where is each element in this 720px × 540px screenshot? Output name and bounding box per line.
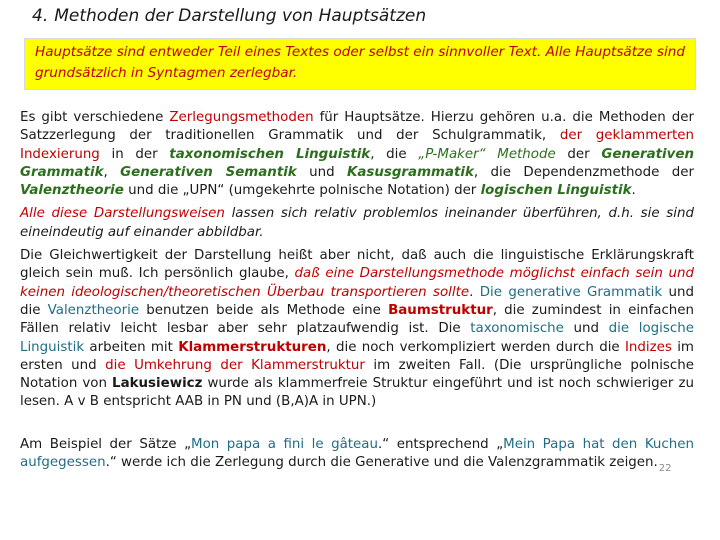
highlight-line-2: Hauptsätze sind grundsätzlich in Syntagmen zerlegbar. [35, 44, 685, 81]
term-logische-linguistik: die logische Linguistik [20, 321, 694, 355]
text-span: Am Beispiel der Sätze „ [20, 436, 192, 452]
text-span: im ersten und [20, 339, 694, 373]
slide-title-number: 4. [32, 6, 49, 26]
term-baumstruktur: Baumstruktur [388, 302, 493, 318]
text-span: . [469, 284, 480, 300]
example-french-sentence: Mon papa a fini le gâteau [191, 436, 378, 452]
term-geklammerte-indexierung: der geklammerten Indexierung [20, 128, 694, 162]
example-german-sentence: Mein Papa hat den Kuchen aufgegessen [20, 436, 694, 471]
text-span: und die [20, 284, 695, 318]
term-umkehrung: die Umkehrung der Klammerstruktur [105, 357, 365, 373]
text-span: und [563, 321, 609, 337]
term-taxonomische: taxonomische [470, 321, 564, 337]
page-number: 22 [658, 463, 672, 475]
term-p-maker-methode: „P-Maker“ Methode [418, 146, 556, 162]
slide-body [20, 109, 694, 483]
text-span: wurde als klammerfreie Struktur eingeführt und ist noch schwieriger zu lesen. A v B entspricht AAB in PN und (B,A)A in UPN.) [20, 376, 694, 410]
term-valenztheorie: Valenztheorie [20, 183, 124, 199]
opinion-highlight: daß eine Darstellungsmethode möglichst einfach sein und keinen ideologischen/theoretischen Überbau transportieren sollte [20, 266, 695, 300]
term-lakusiewicz: Lakusiewicz [112, 376, 203, 392]
text-span: lassen sich relativ problemlos ineinander überführen, d.h. sie sind eineindeutig auf einander abbildbar. [20, 206, 694, 240]
paragraph-explanatory-power [20, 247, 694, 412]
term-kasusgrammatik: Kasusgrammatik [346, 164, 474, 180]
text-span: im zweiten Fall. (Die ursprüngliche polnische Notation von [20, 357, 695, 392]
paragraph-equivalence [20, 205, 694, 242]
text-span: , die noch verkompliziert werden durch die [326, 339, 625, 355]
text-span: , [103, 164, 121, 180]
text-span: arbeiten mit [84, 339, 179, 355]
term-darstellungsweisen: Alle diese Darstellungsweisen [20, 206, 225, 222]
term-logische-linguistik: logischen Linguistik [480, 183, 632, 199]
slide-title: Methoden der Darstellung von Hauptsätzen [54, 6, 427, 26]
text-span: .“ werde ich die Zerlegung durch die Generative und die Valenzgrammatik zeigen. [105, 455, 658, 471]
term-generative-grammatik: Generativen Grammatik [20, 146, 694, 180]
text-span: . [631, 183, 636, 199]
term-taxonomische-linguistik: taxonomischen Linguistik [169, 146, 371, 162]
slide-title-row [32, 6, 426, 26]
text-span: der [555, 146, 602, 162]
text-span: Es gibt verschiedene [20, 110, 170, 125]
paragraph-methods [20, 109, 694, 200]
text-span: benutzen beide als Methode eine [139, 302, 389, 318]
text-span: für Hauptsätze. Hierzu gehören u.a. die Methoden der Satzzerlegung der traditionellen Grammatik und der Schulgrammatik, [20, 110, 695, 144]
text-span: , die zumindest in einfachen Fällen relativ leicht lesbar aber sehr platzaufwendig ist. Die [20, 302, 695, 337]
term-zerlegungsmethoden: Zerlegungsmethoden [169, 110, 314, 125]
term-klammerstrukturen: Klammerstrukturen [178, 339, 327, 355]
term-valenztheorie: Valenztheorie [47, 302, 140, 318]
text-span: , die Dependenzmethode der [473, 164, 694, 180]
paragraph-example [20, 436, 694, 479]
text-span: .“ entsprechend „ [377, 436, 504, 452]
text-span: Die Gleichwertigkeit der Darstellung heißt aber nicht, daß auch die linguistische Erklärungskraft gleich sein muß. Ich persönlich glaube, [20, 248, 694, 282]
term-indizes: Indizes [624, 339, 672, 355]
term-generative-grammatik: Die generative Grammatik [479, 284, 663, 300]
text-span: in der [99, 146, 170, 162]
text-span: und [296, 164, 347, 180]
highlight-box [24, 38, 696, 90]
text-span: , die [370, 146, 419, 162]
term-generative-semantik: Generativen Semantik [120, 164, 297, 180]
highlight-line-1: Hauptsätze sind entweder Teil eines Textes oder selbst ein sinnvoller Text. Alle [35, 44, 571, 60]
text-span: und die „UPN“ (umgekehrte polnische Notation) der [123, 183, 481, 199]
